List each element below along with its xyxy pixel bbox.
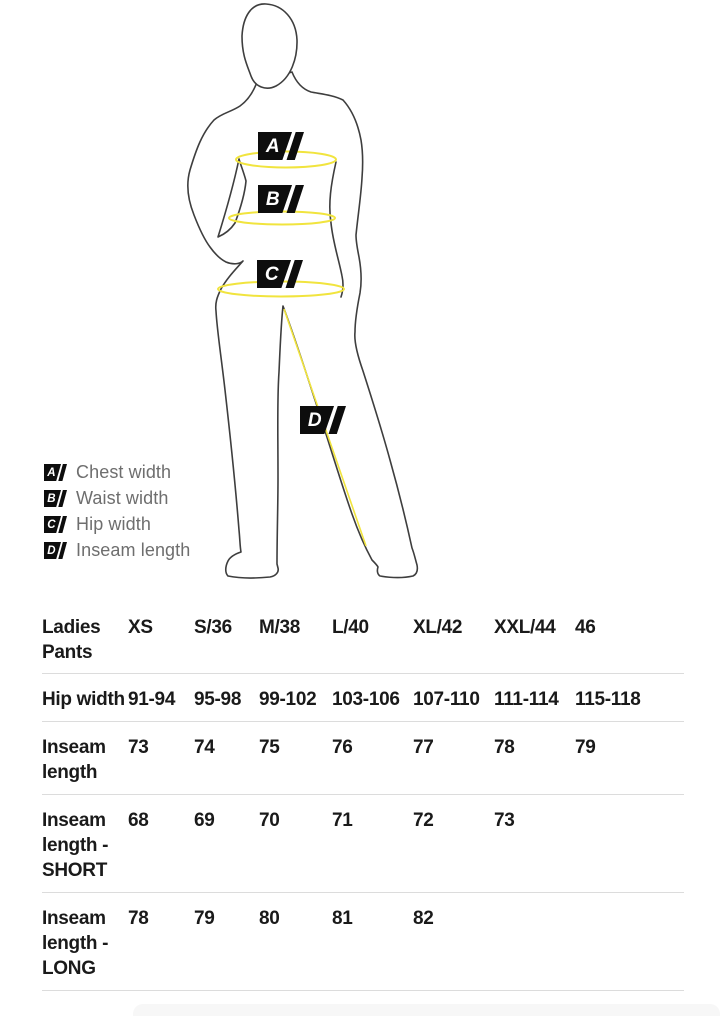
table-row xyxy=(42,892,684,990)
legend-letter: B xyxy=(47,493,56,505)
legend-label: Inseam length xyxy=(76,540,191,560)
size-value: 82 xyxy=(413,908,434,929)
marker-letter: C xyxy=(264,263,279,285)
size-value: 68 xyxy=(128,810,149,831)
column-header: Ladies Pants xyxy=(42,617,101,663)
legend-item xyxy=(44,516,190,533)
marker-chest-badge xyxy=(258,132,304,160)
size-value: 115-118 xyxy=(575,689,641,710)
size-value xyxy=(575,906,684,981)
table-row xyxy=(42,721,684,794)
size-value: 95-98 xyxy=(194,689,242,710)
table-row xyxy=(42,673,684,721)
column-header: XL/42 xyxy=(413,617,463,638)
size-value: 73 xyxy=(494,810,515,831)
size-value: 74 xyxy=(194,737,215,758)
legend-item xyxy=(44,542,190,559)
marker-letter: A xyxy=(265,135,280,157)
size-value: 78 xyxy=(128,908,149,929)
column-header: L/40 xyxy=(332,617,369,638)
size-value: 99-102 xyxy=(259,689,317,710)
size-value: 71 xyxy=(332,810,353,831)
size-value: 72 xyxy=(413,810,434,831)
column-header: XXL/44 xyxy=(494,617,556,638)
marker-letter: D xyxy=(307,409,322,431)
collapsed-panel-edge[interactable] xyxy=(133,1004,720,1016)
size-value: 79 xyxy=(575,737,596,758)
legend-label: Chest width xyxy=(76,462,172,482)
marker-waist-badge xyxy=(258,185,304,213)
column-header: M/38 xyxy=(259,617,301,638)
size-value: 91-94 xyxy=(128,689,176,710)
legend-label: Hip width xyxy=(76,514,151,534)
size-value: 77 xyxy=(413,737,434,758)
table-row xyxy=(42,794,684,892)
size-value: 111-114 xyxy=(494,689,559,710)
row-label: Inseam length - SHORT xyxy=(42,810,109,881)
legend-badge xyxy=(44,464,67,481)
legend-letter: C xyxy=(47,519,56,531)
size-value: 73 xyxy=(128,737,149,758)
size-value xyxy=(575,808,684,883)
measurement-legend xyxy=(44,464,190,568)
column-header: XS xyxy=(128,617,153,638)
size-value: 78 xyxy=(494,737,515,758)
size-value: 81 xyxy=(332,908,353,929)
size-value: 107-110 xyxy=(413,689,480,710)
row-label: Inseam length - LONG xyxy=(42,908,109,979)
size-value: 76 xyxy=(332,737,353,758)
legend-badge xyxy=(44,516,67,533)
column-header: 46 xyxy=(575,617,596,638)
legend-badge xyxy=(44,490,67,507)
size-value: 103-106 xyxy=(332,689,400,710)
marker-letter: B xyxy=(265,188,280,210)
marker-hip-badge xyxy=(257,260,303,288)
size-value: 79 xyxy=(194,908,215,929)
size-value: 75 xyxy=(259,737,280,758)
legend-item xyxy=(44,490,190,507)
size-table xyxy=(42,608,684,991)
row-label: Hip width xyxy=(42,689,125,710)
size-value: 69 xyxy=(194,810,215,831)
legend-badge xyxy=(44,542,67,559)
marker-inseam-badge xyxy=(300,406,346,434)
size-value xyxy=(494,906,575,981)
column-header: S/36 xyxy=(194,617,232,638)
legend-item xyxy=(44,464,190,481)
size-value: 70 xyxy=(259,810,280,831)
table-header-row xyxy=(42,608,684,673)
legend-letter: A xyxy=(47,467,56,479)
legend-label: Waist width xyxy=(76,488,169,508)
size-value: 80 xyxy=(259,908,280,929)
legend-letter: D xyxy=(47,545,56,557)
row-label: Inseam length xyxy=(42,737,106,783)
